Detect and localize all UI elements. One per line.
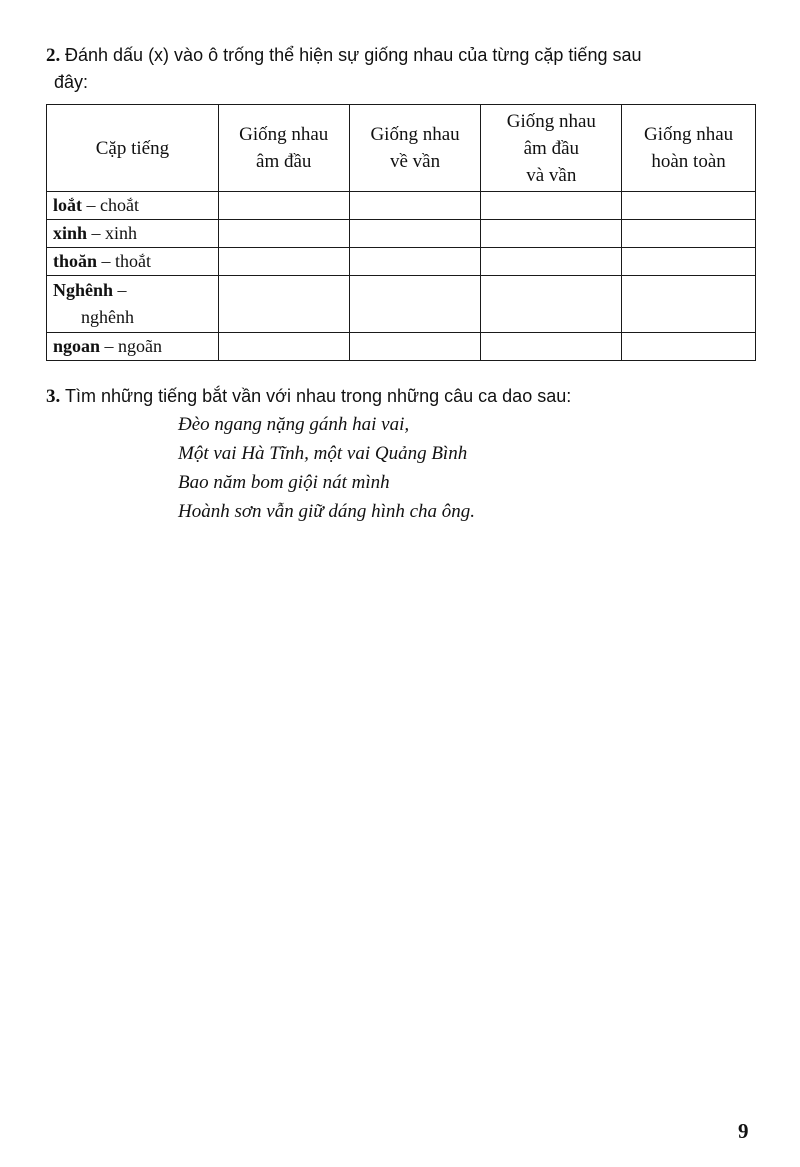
pair-cell: Nghênh – nghênh [47,276,219,333]
poem-line: Một vai Hà Tĩnh, một vai Quảng Bình [178,443,468,464]
exercise-3-number: 3. [46,386,61,407]
header-identical: Giống nhau hoàn toàn [622,105,756,192]
pair-cell: thoăn – thoắt [47,248,219,276]
pair-cell: loắt – choắt [47,192,219,220]
exercise-2 [46,42,756,96]
answer-checkbox-cell[interactable] [218,248,349,276]
answer-checkbox-cell[interactable] [481,192,622,220]
answer-checkbox-cell[interactable] [218,333,349,361]
answer-checkbox-cell[interactable] [481,333,622,361]
poem-line: Hoành sơn vẫn giữ dáng hình cha ông. [178,501,476,522]
page-number: 9 [738,1119,749,1143]
table-row [47,192,756,220]
exercise-2-number: 2. [46,45,61,66]
answer-checkbox-cell[interactable] [218,220,349,248]
folk-poem [178,410,475,526]
table-row [47,220,756,248]
answer-checkbox-cell[interactable] [218,192,349,220]
poem-line: Đèo ngang nặng gánh hai vai, [178,414,410,435]
header-same-initial: Giống nhau âm đầu [218,105,349,192]
answer-checkbox-cell[interactable] [349,333,481,361]
table-row [47,276,756,333]
answer-checkbox-cell[interactable] [622,248,756,276]
answer-checkbox-cell[interactable] [481,276,622,333]
exercise-2-instruction: Đánh dấu (x) vào ô trống thể hiện sự giống nhau của từng cặp tiếng sau [65,45,642,65]
answer-checkbox-cell[interactable] [349,276,481,333]
header-syllable-pair: Cặp tiếng [47,105,219,192]
table-row [47,248,756,276]
answer-checkbox-cell[interactable] [622,276,756,333]
answer-checkbox-cell[interactable] [622,192,756,220]
table-header-row [47,105,756,192]
answer-checkbox-cell[interactable] [349,192,481,220]
poem-line: Bao năm bom giội nát mình [178,472,390,493]
exercise-3-instruction: Tìm những tiếng bắt vần với nhau trong những câu ca dao sau: [65,386,572,406]
answer-checkbox-cell[interactable] [349,248,481,276]
table-row [47,333,756,361]
header-same-initial-and-rhyme: Giống nhau âm đầu và vần [481,105,622,192]
exercise-2-instruction-continued: đây: [54,72,89,92]
header-same-rhyme: Giống nhau về vần [349,105,481,192]
exercise-3 [46,383,756,410]
answer-checkbox-cell[interactable] [481,220,622,248]
answer-checkbox-cell[interactable] [481,248,622,276]
pair-cell: ngoan – ngoãn [47,333,219,361]
pair-cell: xinh – xinh [47,220,219,248]
answer-checkbox-cell[interactable] [349,220,481,248]
answer-checkbox-cell[interactable] [622,333,756,361]
exercise-2-line-1 [46,42,756,69]
answer-checkbox-cell[interactable] [218,276,349,333]
answer-checkbox-cell[interactable] [622,220,756,248]
syllable-pair-table [46,104,756,361]
